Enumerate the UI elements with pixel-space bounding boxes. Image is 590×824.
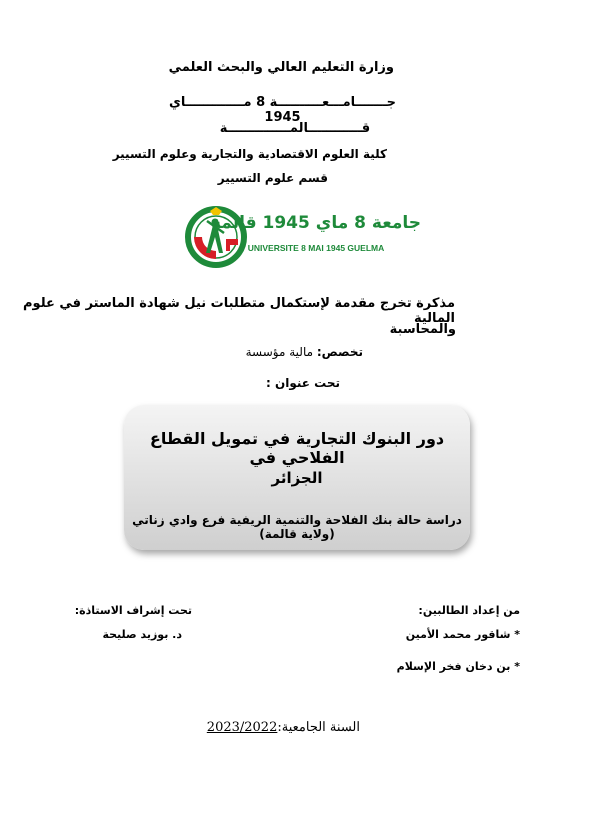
logo-french-name: UNIVERSITE 8 MAI 1945 GUELMA [247,243,385,253]
student-name: * شاقور محمد الأمين [405,628,520,641]
supervisor-label: تحت إشراف الاستاذة: [74,604,192,617]
department-name: قسم علوم التسيير [217,171,328,185]
academic-year-label: السنة الجامعية: [277,720,360,735]
specialty-value: مالية مؤسسة [245,345,317,359]
specialty-label: تخصص: [316,345,363,359]
university-city: قــــــــــــالمــــــــــــــة [219,121,371,136]
university-name: جـــــــامـــعــــــــــة 8 مـــــــــــــاي 1945 [168,95,397,125]
title-label: تحت عنوان : [266,376,340,390]
university-logo [182,193,422,278]
academic-year-value: 2023/2022 [206,720,278,735]
faculty-name: كلية العلوم الاقتصادية والتجارية وعلوم التسيير [112,147,387,161]
students-label: من إعداد الطالبين: [418,604,520,617]
thesis-subtitle: دراسة حالة بنك الفلاحة والتنمية الريفية فرع وادي زناتي (ولاية قالمة) [132,513,462,541]
thesis-title-line1: دور البنوك التجارية في تمويل القطاع الفلاحي في [149,429,445,467]
thesis-title-line2: الجزائر [271,469,323,487]
student-name: * بن دخان فخر الإسلام [396,660,520,673]
specialty [246,345,363,359]
ministry-name: وزارة التعليم العالي والبحث العلمي [168,60,394,75]
memo-description-line2: والمحاسبة [389,322,456,337]
supervisor-name: د. بوزيد صليحة [102,628,182,641]
academic-year [207,720,360,735]
logo-arabic-name: جامعة 8 ماي 1945 قالمة [210,213,422,233]
memo-description-line1: مذكرة تخرج مقدمة لإستكمال متطلبات نيل شهادة الماستر في علوم المالية [23,296,455,326]
thesis-title-box [124,405,470,550]
